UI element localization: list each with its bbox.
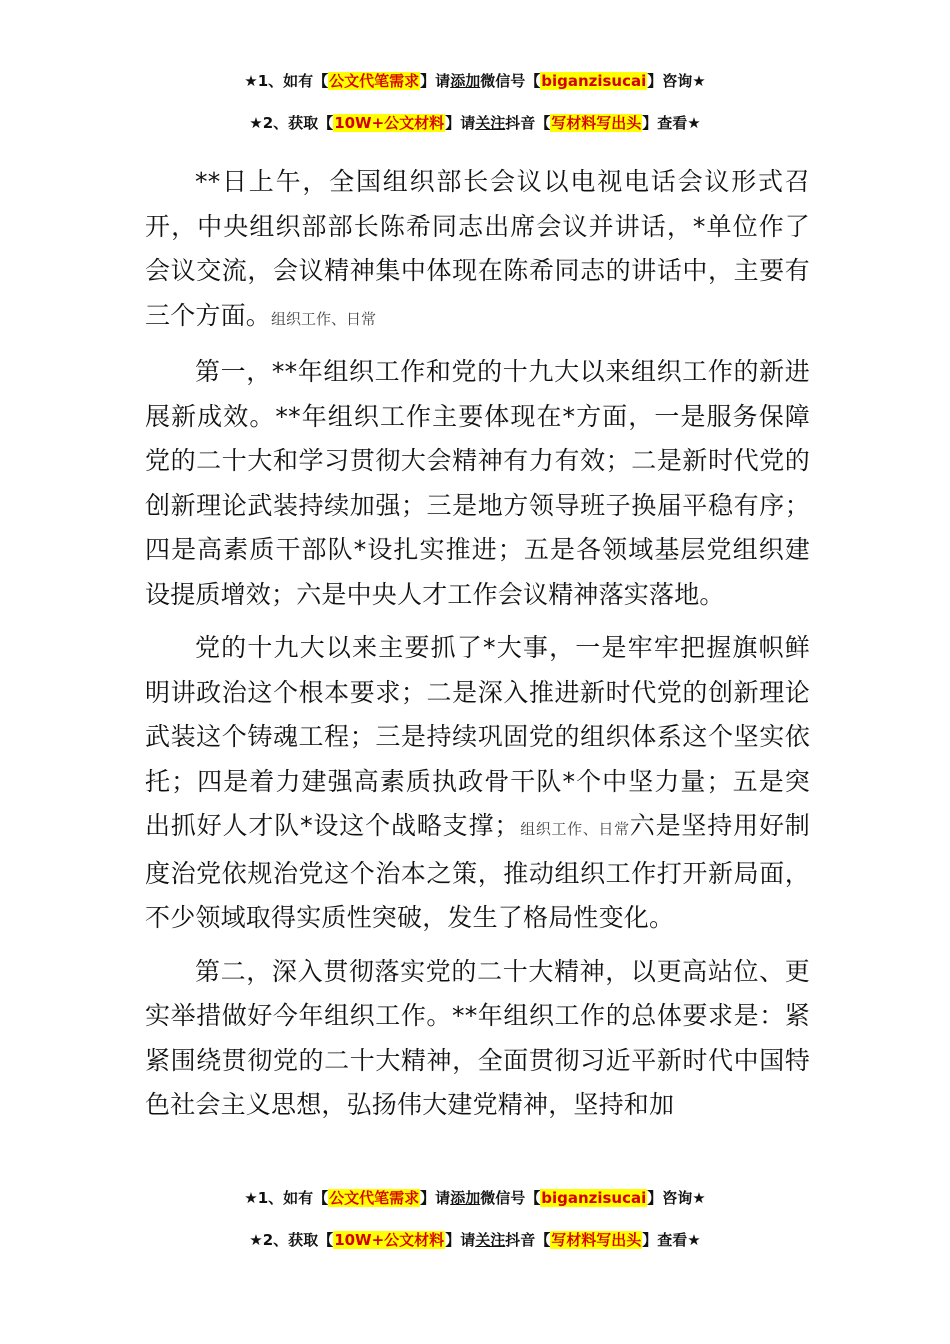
top-banner-line-1: [0, 70, 950, 91]
materials-highlight: 10W+公文材料: [334, 1231, 445, 1249]
paragraph-3-text-a: 党的十九大以来主要抓了*大事，一是牢牢把握旗帜鲜明讲政治这个根本要求；二是深入推进新时代党的创新理论武装这个铸魂工程；三是持续巩固党的组织体系这个坚实依托；四是着力建强高素质执政骨干队*个中坚力量；五是突出抓好人才队*设这个战略支撑；: [145, 633, 810, 840]
banner-text: ★2、获取【: [249, 114, 334, 132]
paragraph-4: [145, 950, 810, 1128]
banner-text: 】咨询★: [647, 72, 706, 90]
banner-text: ★1、如有【: [244, 1189, 329, 1207]
ghostwriting-highlight: 公文代笔需求: [329, 1189, 420, 1207]
materials-highlight: 10W+公文材料: [334, 114, 445, 132]
add-underlined: 添加: [450, 72, 481, 90]
paragraph-3-text-b: 六是坚持用好制度治党依规治党这个治本之策，推动组织工作打开新局面，不少领域取得实质性突破，发生了格局性变化。: [145, 811, 810, 932]
paragraph-3: [145, 626, 810, 941]
douyin-account-highlight: 写材料写出头: [551, 1231, 642, 1249]
banner-text: ★2、获取【: [249, 1231, 334, 1249]
bottom-banner-line-2: [0, 1229, 950, 1250]
follow-underlined: 关注: [475, 1231, 506, 1249]
banner-text: 】咨询★: [647, 1189, 706, 1207]
bottom-banner-line-1: [0, 1187, 950, 1208]
inline-note: 组织工作、日常: [519, 820, 630, 838]
follow-underlined: 关注: [475, 114, 506, 132]
wechat-id-highlight: biganzisucai: [541, 72, 647, 90]
banner-text: 】请: [420, 1189, 451, 1207]
document-body: [145, 160, 810, 1137]
add-underlined: 添加: [450, 1189, 481, 1207]
paragraph-1: [145, 160, 810, 341]
banner-text: 抖音【: [505, 114, 551, 132]
banner-text: 】请: [420, 72, 451, 90]
wechat-id-highlight: biganzisucai: [541, 1189, 647, 1207]
inline-note: 组织工作、日常: [271, 309, 377, 328]
paragraph-1-text: **日上午，全国组织部长会议以电视电话会议形式召开，中央组织部部长陈希同志出席会议并讲话，*单位作了会议交流，会议精神集中体现在陈希同志的讲话中，主要有三个方面。: [145, 167, 810, 330]
banner-text: 】请: [445, 114, 476, 132]
douyin-account-highlight: 写材料写出头: [551, 114, 642, 132]
paragraph-4-text: 第二，深入贯彻落实党的二十大精神，以更高站位、更实举措做好今年组织工作。**年组织工作的总体要求是：紧紧围绕贯彻党的二十大精神，全面贯彻习近平新时代中国特色社会主义思想，弘扬伟大建党精神，坚持和加: [145, 956, 810, 1119]
paragraph-2: [145, 350, 810, 617]
ghostwriting-highlight: 公文代笔需求: [329, 72, 420, 90]
banner-text: ★1、如有【: [244, 72, 329, 90]
banner-text: 抖音【: [505, 1231, 551, 1249]
banner-text: 】查看★: [642, 114, 701, 132]
banner-text: 微信号【: [480, 72, 541, 90]
top-banner-line-2: [0, 112, 950, 133]
paragraph-2-text: 第一，**年组织工作和党的十九大以来组织工作的新进展新成效。**年组织工作主要体现在*方面，一是服务保障党的二十大和学习贯彻大会精神有力有效；二是新时代党的创新理论武装持续加强；三是地方领导班子换届平稳有序；四是高素质干部队*设扎实推进；五是各领域基层党组织建设提质增效；六是中央人才工作会议精神落实落地。: [145, 357, 810, 609]
banner-text: 微信号【: [480, 1189, 541, 1207]
banner-text: 】查看★: [642, 1231, 701, 1249]
banner-text: 】请: [445, 1231, 476, 1249]
